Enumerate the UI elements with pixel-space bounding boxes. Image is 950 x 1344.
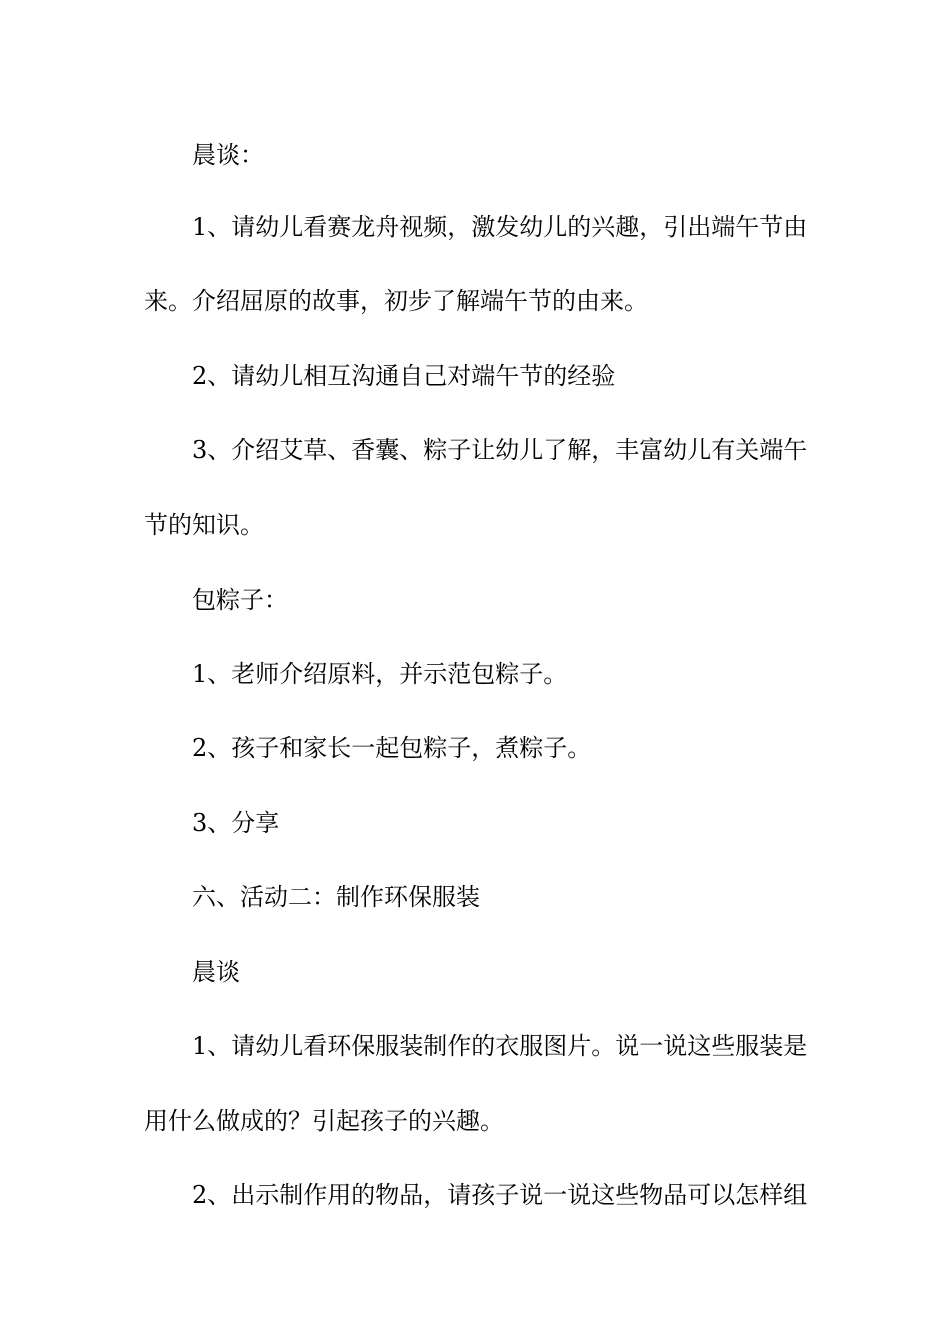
paragraph-line: 来。介绍屈原的故事，初步了解端午节的由来。 xyxy=(144,287,648,315)
paragraph-line: 2、出示制作用的物品，请孩子说一说这些物品可以怎样组 xyxy=(192,1181,808,1209)
paragraph-line: 1、请幼儿看环保服装制作的衣服图片。说一说这些服装是 xyxy=(192,1032,808,1060)
paragraph-line: 3、分享 xyxy=(192,809,280,837)
paragraph-heading-morning-talk: 晨谈 xyxy=(192,958,240,986)
paragraph-line: 用什么做成的？引起孩子的兴趣。 xyxy=(144,1107,504,1135)
paragraph-line: 2、请幼儿相互沟通自己对端午节的经验 xyxy=(192,362,616,390)
paragraph-line: 节的知识。 xyxy=(144,511,264,539)
paragraph-line: 1、请幼儿看赛龙舟视频，激发幼儿的兴趣，引出端午节由 xyxy=(192,213,808,241)
paragraph-line: 2、孩子和家长一起包粽子，煮粽子。 xyxy=(192,734,592,762)
section-heading: 六、活动二：制作环保服装 xyxy=(192,883,480,911)
paragraph-line: 3、介绍艾草、香囊、粽子让幼儿了解，丰富幼儿有关端午 xyxy=(192,436,808,464)
paragraph-line: 1、老师介绍原料，并示范包粽子。 xyxy=(192,660,568,688)
paragraph-heading-morning-talk: 晨谈： xyxy=(192,141,264,169)
paragraph-heading-make-zongzi: 包粽子： xyxy=(192,586,288,614)
